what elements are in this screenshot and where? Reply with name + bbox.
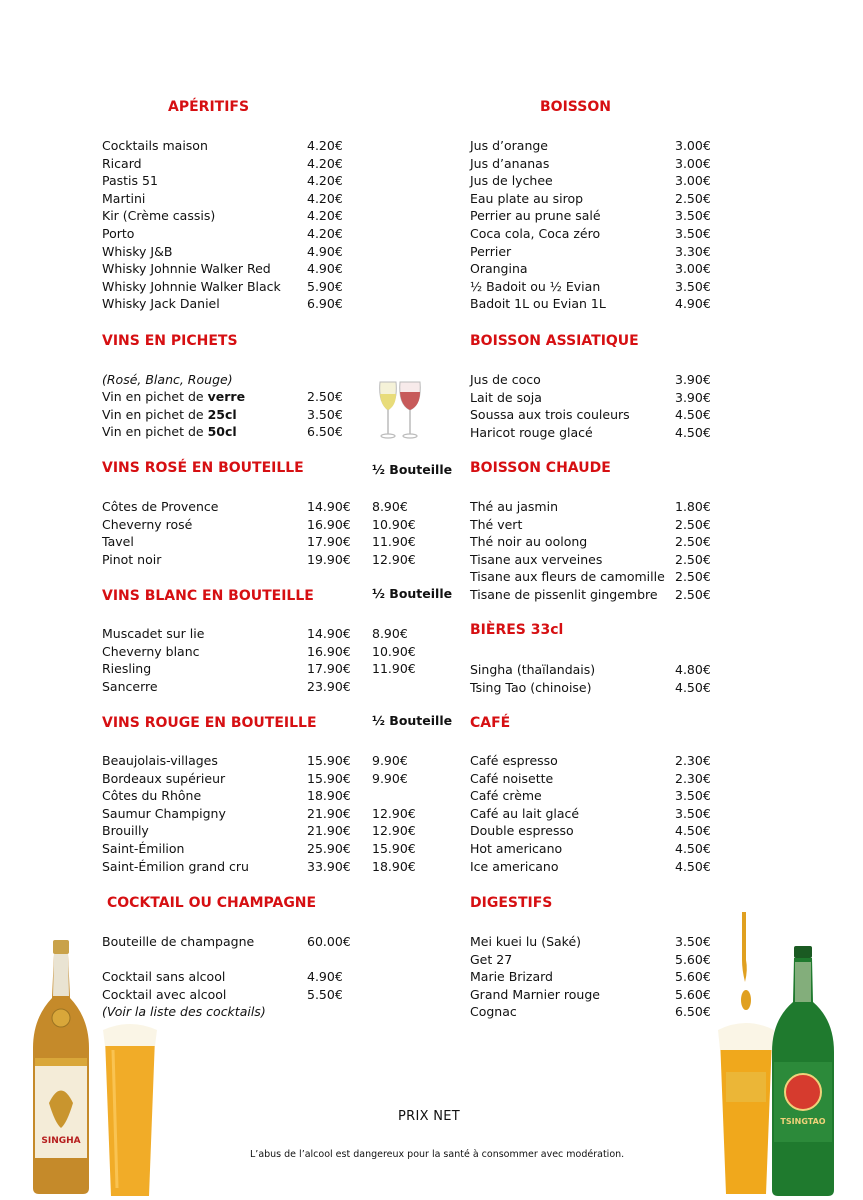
menu-name: Porto — [102, 225, 135, 241]
menu-name: Whisky Johnnie Walker Red — [102, 261, 271, 277]
menu-name: Pastis 51 — [102, 173, 158, 189]
menu-price: 4.20€ — [307, 208, 343, 224]
menu-price: 2.50€ — [675, 586, 711, 602]
digestifs-list — [470, 933, 715, 1021]
menu-price: 2.30€ — [675, 770, 711, 786]
menu-row — [470, 858, 715, 876]
menu-price: 4.80€ — [675, 662, 711, 677]
menu-half: 15.90€ — [372, 840, 416, 856]
menu-name: Jus d’orange — [470, 138, 548, 153]
menu-row — [102, 295, 352, 313]
menu-row — [470, 661, 715, 679]
menu-price: 15.90€ — [307, 770, 351, 786]
menu-row — [102, 770, 432, 788]
menu-row — [102, 858, 432, 876]
menu-name: Tisane aux verveines — [470, 551, 603, 567]
menu-price: 2.50€ — [675, 534, 711, 550]
menu-price: 4.90€ — [307, 261, 343, 277]
menu-row — [102, 551, 432, 569]
menu-row — [102, 243, 352, 261]
menu-price: 16.90€ — [307, 643, 351, 659]
menu-price: 21.90€ — [307, 823, 351, 839]
menu-name: Pinot noir — [102, 551, 162, 567]
menu-name: Tisane aux fleurs de camomille — [470, 569, 665, 585]
menu-price: 2.50€ — [675, 569, 711, 585]
menu-name: Café crème — [470, 788, 542, 804]
menu-name: Eau plate au sirop — [470, 190, 584, 206]
menu-name: Whisky Johnnie Walker Black — [102, 278, 281, 294]
menu-price: 4.20€ — [307, 138, 343, 153]
menu-price: 4.50€ — [675, 424, 711, 440]
menu-price: 17.90€ — [307, 534, 351, 550]
menu-price: 16.90€ — [307, 516, 351, 532]
rouge-list — [102, 752, 432, 875]
menu-half: 18.90€ — [372, 858, 416, 874]
menu-price: 17.90€ — [307, 661, 351, 677]
menu-row — [102, 840, 432, 858]
menu-row — [102, 805, 432, 823]
menu-name: Perrier — [470, 243, 512, 259]
menu-name: Kir (Crème cassis) — [102, 208, 216, 224]
menu-price: 4.50€ — [675, 840, 711, 856]
menu-price: 3.50€ — [675, 225, 711, 241]
menu-price: 1.80€ — [675, 499, 711, 514]
menu-name: Cocktail sans alcool — [102, 969, 226, 984]
menu-name: Coca cola, Coca zéro — [470, 225, 601, 241]
menu-row — [102, 516, 432, 534]
menu-name: Lait de soja — [470, 389, 542, 405]
menu-price: 23.90€ — [307, 678, 351, 694]
menu-name: Saumur Champigny — [102, 805, 226, 821]
menu-row — [102, 678, 432, 696]
tsingtao-beer-bottle-icon — [716, 912, 846, 1200]
menu-row — [102, 822, 432, 840]
menu-name: Côtes de Provence — [102, 499, 219, 514]
menu-name: Thé noir au oolong — [470, 534, 588, 550]
menu-row — [102, 752, 432, 770]
menu-price: 18.90€ — [307, 788, 351, 804]
menu-price: 5.90€ — [307, 278, 343, 294]
menu-name: Get 27 — [470, 951, 513, 967]
boisson-list — [470, 137, 715, 313]
menu-name: Badoit 1L ou Evian 1L — [470, 296, 606, 312]
menu-row — [470, 533, 715, 551]
menu-row — [470, 137, 715, 155]
menu-name: Riesling — [102, 661, 152, 677]
menu-price: 2.50€ — [675, 516, 711, 532]
menu-name: Haricot rouge glacé — [470, 424, 593, 440]
menu-row — [102, 787, 432, 805]
menu-price: 5.60€ — [675, 969, 711, 985]
champagne-row: Bouteille de champagne 60.00€ — [102, 934, 351, 949]
asiatique-list — [470, 371, 715, 441]
menu-row — [470, 406, 715, 424]
menu-price: 3.00€ — [675, 138, 711, 153]
aperitifs-list — [102, 137, 352, 313]
menu-half: 12.90€ — [372, 823, 416, 839]
menu-price: 3.90€ — [675, 372, 711, 387]
menu-name: Saint-Émilion — [102, 840, 185, 856]
menu-price: 21.90€ — [307, 805, 351, 821]
menu-row — [470, 679, 715, 697]
menu-price: 4.50€ — [675, 823, 711, 839]
menu-half: 8.90€ — [372, 626, 408, 641]
menu-price: 15.90€ — [307, 753, 351, 768]
menu-name: Soussa aux trois couleurs — [470, 407, 630, 423]
menu-name: Martini — [102, 190, 146, 206]
pichets-note: (Rosé, Blanc, Rouge) — [102, 372, 233, 387]
menu-name: Jus d’ananas — [470, 155, 550, 171]
menu-price: 25.90€ — [307, 840, 351, 856]
menu-row — [470, 551, 715, 569]
menu-half: 12.90€ — [372, 805, 416, 821]
menu-row — [470, 968, 715, 986]
menu-price: 3.90€ — [675, 389, 711, 405]
menu-row — [470, 933, 715, 951]
menu-price: 3.30€ — [675, 243, 711, 259]
menu-row — [470, 371, 715, 389]
menu-name: Muscadet sur lie — [102, 626, 205, 641]
menu-row — [102, 190, 352, 208]
menu-name: Tsing Tao (chinoise) — [470, 679, 592, 695]
heading-boisson-asiatique: BOISSON ASSIATIQUE — [470, 333, 639, 349]
menu-row — [470, 190, 715, 208]
menu-row — [102, 260, 352, 278]
menu-price: 4.90€ — [307, 243, 343, 259]
menu-price: 3.00€ — [675, 261, 711, 277]
menu-name: Tavel — [102, 534, 134, 550]
menu-row — [470, 498, 715, 516]
menu-row — [470, 840, 715, 858]
menu-row — [470, 207, 715, 225]
menu-name: Sancerre — [102, 678, 158, 694]
menu-name: ½ Badoit ou ½ Evian — [470, 278, 601, 294]
menu-name: Saint-Émilion grand cru — [102, 858, 249, 874]
menu-row — [102, 155, 352, 173]
menu-price: 6.50€ — [675, 1004, 711, 1020]
pichet-row: Vin en pichet de 50cl 6.50€ — [102, 424, 343, 440]
chaude-list — [470, 498, 715, 604]
menu-price: 14.90€ — [307, 499, 351, 514]
menu-name: Cheverny blanc — [102, 643, 200, 659]
heading-boisson: BOISSON — [540, 99, 611, 115]
menu-price: 3.50€ — [675, 934, 711, 949]
bieres-list — [470, 661, 715, 696]
wine-glasses-icon — [374, 376, 430, 442]
pichet-row: Vin en pichet de 25cl 3.50€ — [102, 406, 343, 422]
menu-name: Jus de coco — [470, 372, 541, 387]
menu-row — [470, 295, 715, 313]
menu-row — [102, 625, 432, 643]
menu-row — [470, 770, 715, 788]
menu-name: Café espresso — [470, 753, 558, 768]
heading-bieres: BIÈRES 33cl — [470, 622, 564, 638]
menu-price: 4.50€ — [675, 858, 711, 874]
blanc-list — [102, 625, 432, 695]
menu-row — [470, 568, 715, 586]
menu-row — [102, 278, 352, 296]
menu-row — [102, 533, 432, 551]
alcohol-warning: L’abus de l’alcool est dangereux pour la santé à consommer avec modération. — [250, 1149, 625, 1160]
menu-name: Café noisette — [470, 770, 554, 786]
menu-name: Whisky J&B — [102, 243, 173, 259]
menu-price: 3.00€ — [675, 173, 711, 189]
menu-price: 4.50€ — [675, 407, 711, 423]
menu-row — [470, 278, 715, 296]
menu-price: 5.60€ — [675, 951, 711, 967]
menu-half: 10.90€ — [372, 643, 416, 659]
menu-price: 3.50€ — [675, 278, 711, 294]
menu-row — [470, 805, 715, 823]
menu-name: Mei kuei lu (Saké) — [470, 934, 582, 949]
menu-row — [102, 660, 432, 678]
heading-cocktail: COCKTAIL OU CHAMPAGNE — [107, 895, 317, 911]
menu-name: Ice americano — [470, 858, 559, 874]
cocktail-note: (Voir la liste des cocktails) — [102, 1004, 266, 1019]
half-bottle-label: ½ Bouteille — [372, 586, 453, 601]
menu-row — [470, 586, 715, 604]
menu-name: Beaujolais-villages — [102, 753, 218, 768]
menu-row — [470, 260, 715, 278]
menu-price: 19.90€ — [307, 551, 351, 567]
menu-name: Orangina — [470, 261, 528, 277]
menu-name: Cocktails maison — [102, 138, 208, 153]
menu-name: Ricard — [102, 155, 142, 171]
heading-cafe: CAFÉ — [470, 715, 511, 731]
menu-price: 14.90€ — [307, 626, 351, 641]
menu-half: 9.90€ — [372, 753, 408, 768]
menu-price: 6.90€ — [307, 296, 343, 312]
menu-row — [102, 643, 432, 661]
pichets-list — [102, 388, 352, 441]
menu-row — [102, 137, 352, 155]
menu-row — [470, 155, 715, 173]
menu-name: Thé vert — [470, 516, 523, 532]
menu-row — [102, 172, 352, 190]
tsingtao-label-text: TSINGTAO — [780, 1117, 826, 1126]
menu-price: 2.30€ — [675, 753, 711, 768]
menu-row — [470, 1003, 715, 1021]
menu-name: Brouilly — [102, 823, 149, 839]
menu-name: Thé au jasmin — [470, 499, 558, 514]
menu-half: 12.90€ — [372, 551, 416, 567]
menu-price: 4.20€ — [307, 190, 343, 206]
menu-name: Cognac — [470, 1004, 517, 1020]
menu-row — [102, 225, 352, 243]
menu-price: 2.50€ — [675, 190, 711, 206]
menu-row — [470, 752, 715, 770]
menu-row — [470, 951, 715, 969]
heading-aperitifs: APÉRITIFS — [168, 99, 250, 115]
menu-name: Hot americano — [470, 840, 563, 856]
menu-price: 3.00€ — [675, 155, 711, 171]
menu-name: Côtes du Rhône — [102, 788, 202, 804]
menu-price: 4.20€ — [307, 173, 343, 189]
menu-row — [470, 516, 715, 534]
menu-row — [102, 498, 432, 516]
menu-price: 3.50€ — [675, 805, 711, 821]
singha-label-text: SINGHA — [41, 1136, 81, 1146]
heading-vins-pichets: VINS EN PICHETS — [102, 333, 238, 349]
menu-name: Whisky Jack Daniel — [102, 296, 220, 312]
half-bottle-label: ½ Bouteille — [372, 462, 453, 477]
menu-name: Jus de lychee — [470, 173, 553, 189]
menu-price: 2.50€ — [675, 551, 711, 567]
menu-price: 5.50€ — [307, 986, 343, 1002]
menu-price: 5.60€ — [675, 986, 711, 1002]
menu-half: 10.90€ — [372, 516, 416, 532]
menu-name: Marie Brizard — [470, 969, 553, 985]
menu-row — [470, 389, 715, 407]
menu-half: 8.90€ — [372, 499, 408, 514]
menu-half: 9.90€ — [372, 770, 408, 786]
menu-price: 4.50€ — [675, 679, 711, 695]
menu-price: 3.50€ — [675, 208, 711, 224]
heading-vins-blanc: VINS BLANC EN BOUTEILLE — [102, 588, 314, 604]
menu-row — [470, 243, 715, 261]
menu-row — [470, 172, 715, 190]
menu-half: 11.90€ — [372, 661, 416, 677]
menu-price: 4.90€ — [675, 296, 711, 312]
heading-vins-rose: VINS ROSÉ EN BOUTEILLE — [102, 460, 304, 476]
pichet-row: Vin en pichet de verre 2.50€ — [102, 389, 343, 404]
menu-name: Tisane de pissenlit gingembre — [470, 586, 658, 602]
menu-price: 3.50€ — [675, 788, 711, 804]
heading-boisson-chaude: BOISSON CHAUDE — [470, 460, 611, 476]
cafe-list — [470, 752, 715, 875]
menu-row — [470, 986, 715, 1004]
menu-price: 4.90€ — [307, 969, 343, 984]
menu-price: 33.90€ — [307, 858, 351, 874]
menu-row — [470, 822, 715, 840]
menu-row — [470, 225, 715, 243]
half-bottle-label: ½ Bouteille — [372, 713, 453, 728]
menu-name: Café au lait glacé — [470, 805, 580, 821]
menu-price: 4.20€ — [307, 225, 343, 241]
heading-vins-rouge: VINS ROUGE EN BOUTEILLE — [102, 715, 317, 731]
menu-row — [470, 424, 715, 442]
menu-name: Cheverny rosé — [102, 516, 193, 532]
menu-price: 4.20€ — [307, 155, 343, 171]
rose-list — [102, 498, 432, 568]
heading-digestifs: DIGESTIFS — [470, 895, 553, 911]
menu-half: 11.90€ — [372, 534, 416, 550]
menu-name: Grand Marnier rouge — [470, 986, 600, 1002]
menu-name: Double espresso — [470, 823, 574, 839]
menu-row — [470, 787, 715, 805]
menu-name: Cocktail avec alcool — [102, 986, 227, 1002]
menu-name: Perrier au prune salé — [470, 208, 601, 224]
menu-name: Bordeaux supérieur — [102, 770, 226, 786]
singha-beer-bottle-icon — [27, 938, 167, 1198]
prix-net: PRIX NET — [398, 1109, 461, 1124]
menu-name: Singha (thaïlandais) — [470, 662, 596, 677]
menu-row — [102, 207, 352, 225]
